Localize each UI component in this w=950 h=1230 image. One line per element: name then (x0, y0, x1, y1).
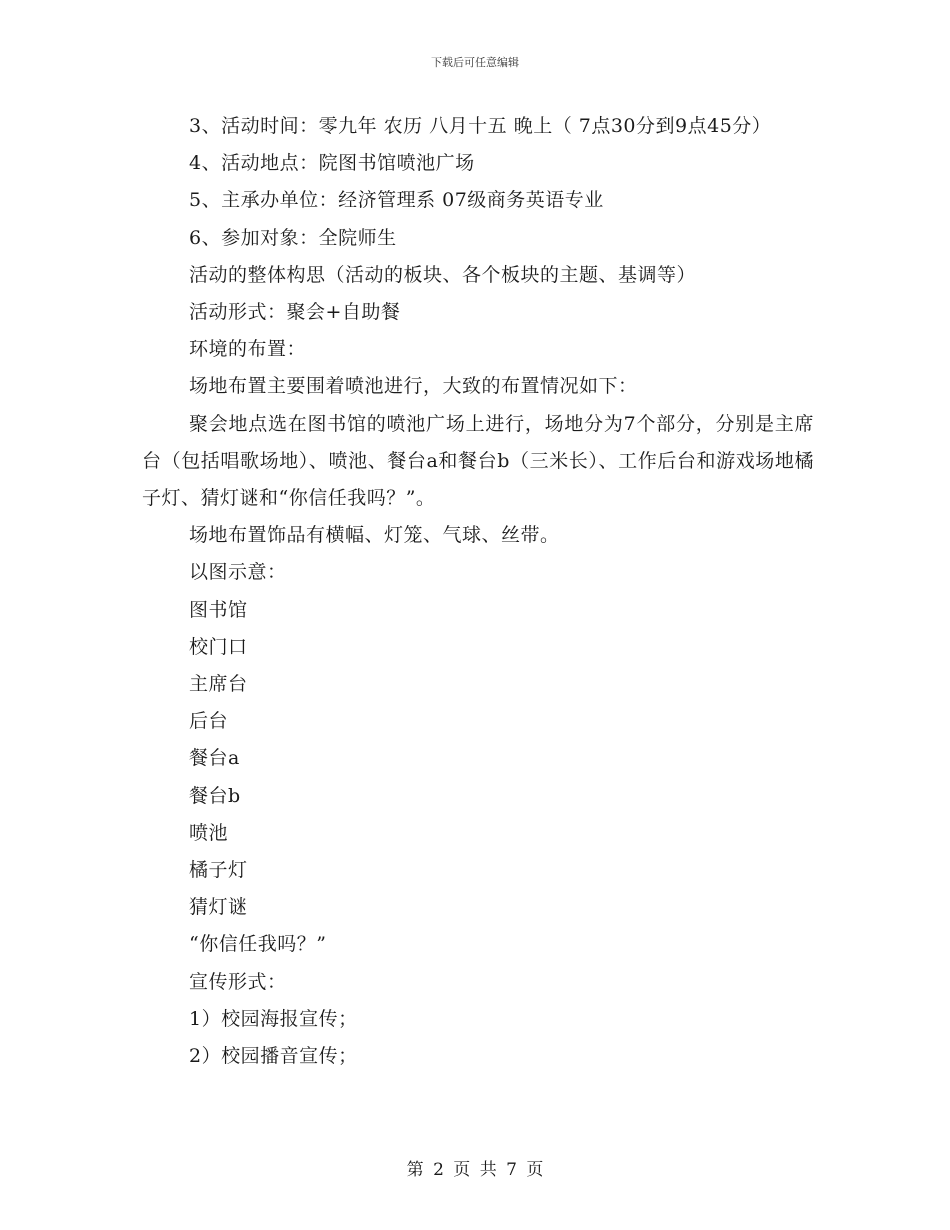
paragraph: 以图示意： (189, 561, 287, 584)
list-item: 1）校园海报宣传； (189, 1007, 358, 1030)
paragraph: 活动的整体构思（活动的板块、各个板块的主题、基调等） (189, 263, 697, 286)
page-number: 第 2 页 共 7 页 (406, 1160, 544, 1180)
paragraph: 场地布置饰品有横幅、灯笼、气球、丝带。 (189, 524, 560, 547)
paragraph: 环境的布置： (189, 338, 307, 361)
list-item: 2）校园播音宣传； (189, 1045, 358, 1068)
diagram-label: 后台 (189, 710, 229, 733)
diagram-label: 猜灯谜 (189, 896, 248, 919)
paragraph: 活动形式：聚会+自助餐 (189, 301, 401, 324)
diagram-label: 主席台 (189, 673, 248, 696)
diagram-label: 餐台b (189, 784, 241, 807)
paragraph: 聚会地点选在图书馆的喷池广场上进行，场地分为7个部分，分别是主席台（包括唱歌场地）、喷池、餐台a和餐台b（三米长）、工作后台和游戏场地橘子灯、猜灯谜和“你信任我吗？”。 (142, 412, 814, 510)
diagram-label: “你信任我吗？” (189, 933, 327, 956)
paragraph: 5、主承办单位：经济管理系 07级商务英语专业 (189, 189, 604, 212)
paragraph: 6、参加对象：全院师生 (189, 226, 397, 249)
paragraph: 场地布置主要围着喷池进行，大致的布置情况如下： (189, 375, 638, 398)
diagram-label: 橘子灯 (189, 859, 248, 882)
paragraph: 4、活动地点：院图书馆喷池广场 (189, 152, 475, 175)
page-header: 下载后可任意编辑 (431, 56, 519, 69)
diagram-label: 餐台a (189, 747, 240, 770)
diagram-label: 图书馆 (189, 598, 248, 621)
document-body (142, 108, 814, 1075)
paragraph: 3、活动时间：零九年 农历 八月十五 晚上（ 7点30分到9点45分） (189, 115, 772, 137)
diagram-label: 校门口 (189, 635, 248, 658)
paragraph: 宣传形式： (189, 970, 287, 993)
diagram-label: 喷池 (189, 821, 229, 844)
